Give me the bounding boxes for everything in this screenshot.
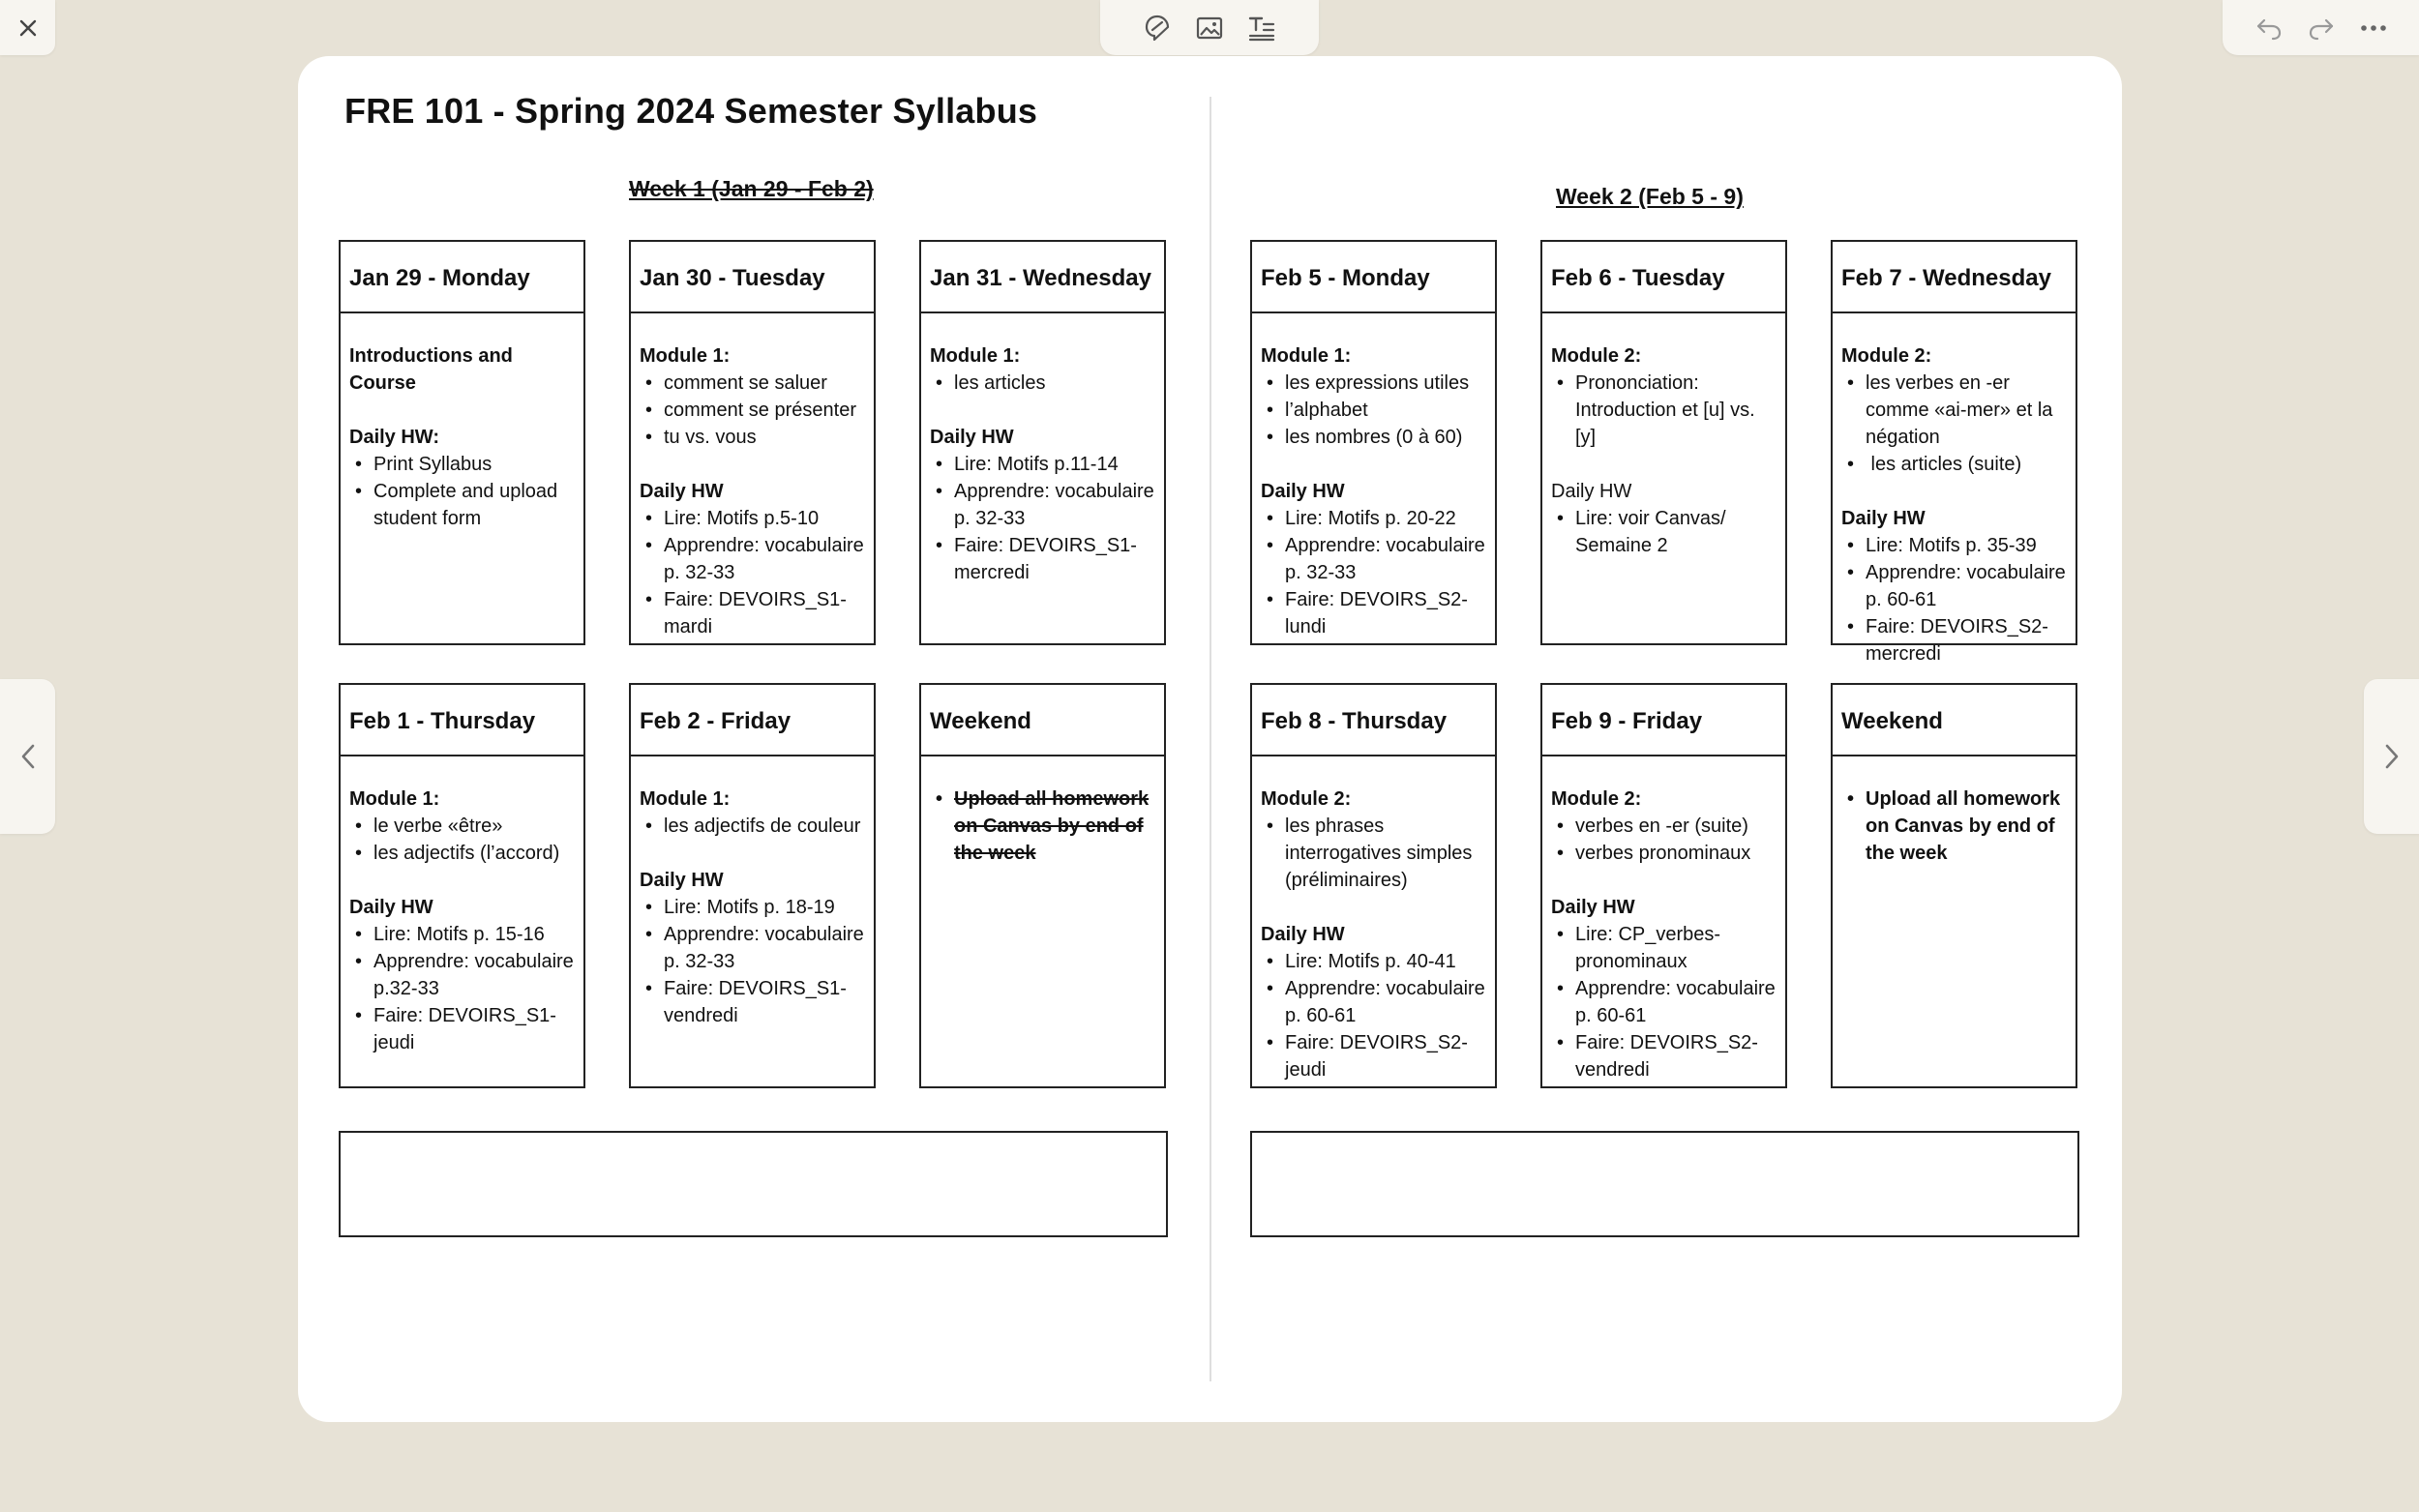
day-title: Feb 7 - Wednesday bbox=[1833, 242, 2076, 313]
list-item: • comment se présenter bbox=[640, 397, 866, 424]
section-title: Introductions and Course bbox=[349, 345, 513, 394]
redo-icon[interactable] bbox=[2307, 15, 2336, 41]
day-title: Feb 1 - Thursday bbox=[341, 685, 583, 756]
module-title: Module 1: bbox=[640, 788, 731, 810]
day-title: Feb 8 - Thursday bbox=[1252, 685, 1495, 756]
list-item: • Prononciation: Introduction et [u] vs. [y] bbox=[1551, 370, 1777, 451]
list-item: • Apprendre: vocabulaire p. 32-33 bbox=[640, 532, 866, 586]
list-item: • verbes pronominaux bbox=[1551, 840, 1777, 867]
list-item: • Apprendre: vocabulaire p. 32-33 bbox=[640, 921, 866, 975]
shape-tool-icon[interactable] bbox=[1142, 13, 1173, 44]
list-item: • Faire: DEVOIRS_S2-jeudi bbox=[1261, 1029, 1487, 1083]
list-item: • Lire: Motifs p. 20-22 bbox=[1261, 505, 1487, 532]
chevron-left-icon[interactable] bbox=[19, 742, 37, 771]
list-item: • Apprendre: vocabulaire p.32-33 bbox=[349, 948, 576, 1002]
list-item: • les phrases interrogatives simples (préliminaires) bbox=[1261, 813, 1487, 894]
history-toolbar bbox=[2223, 0, 2419, 55]
list-item: • Faire: DEVOIRS_S1-jeudi bbox=[349, 1002, 576, 1056]
week2-notes-box[interactable] bbox=[1250, 1131, 2079, 1237]
list-item: • Faire: DEVOIRS_S2-lundi bbox=[1261, 586, 1487, 640]
list-item: • les adjectifs (l’accord) bbox=[349, 840, 576, 867]
day-card-feb-5[interactable] bbox=[1250, 240, 1497, 645]
list-item: • le verbe «être» bbox=[349, 813, 576, 840]
list-item: • Apprendre: vocabulaire p. 60-61 bbox=[1841, 559, 2068, 613]
list-item: • les adjectifs de couleur bbox=[640, 813, 866, 840]
module-title: Module 2: bbox=[1551, 345, 1642, 367]
list-item: • Lire: Motifs p. 40-41 bbox=[1261, 948, 1487, 975]
list-item: • les expressions utiles bbox=[1261, 370, 1487, 397]
close-button[interactable] bbox=[0, 0, 55, 55]
module-title: Module 1: bbox=[1261, 345, 1352, 367]
week1-notes-box[interactable] bbox=[339, 1131, 1168, 1237]
day-title: Feb 2 - Friday bbox=[631, 685, 874, 756]
more-icon[interactable] bbox=[2359, 23, 2388, 33]
image-icon[interactable] bbox=[1194, 13, 1225, 44]
list-item: • Faire: DEVOIRS_S1-vendredi bbox=[640, 975, 866, 1029]
undo-icon[interactable] bbox=[2255, 15, 2284, 41]
homework-title: Daily HW bbox=[640, 870, 724, 891]
module-title: Module 1: bbox=[349, 788, 440, 810]
list-item: • Lire: voir Canvas/ Semaine 2 bbox=[1551, 505, 1777, 559]
list-item: • Apprendre: vocabulaire p. 60-61 bbox=[1551, 975, 1777, 1029]
homework-title: Daily HW bbox=[349, 897, 433, 918]
chevron-right-icon[interactable] bbox=[2383, 742, 2401, 771]
homework-title: Daily HW bbox=[640, 481, 724, 502]
list-item: • Faire: DEVOIRS_S1-mardi bbox=[640, 586, 866, 640]
day-title: Jan 30 - Tuesday bbox=[631, 242, 874, 313]
day-title: Feb 6 - Tuesday bbox=[1542, 242, 1785, 313]
list-item: • Faire: DEVOIRS_S2-mercredi bbox=[1841, 613, 2068, 667]
day-card-weekend-1[interactable] bbox=[919, 683, 1166, 1088]
document-page[interactable] bbox=[298, 56, 2122, 1422]
list-item: • Apprendre: vocabulaire p. 32-33 bbox=[930, 478, 1156, 532]
day-card-jan-31[interactable] bbox=[919, 240, 1166, 645]
list-item: • tu vs. vous bbox=[640, 424, 866, 451]
day-card-feb-2[interactable] bbox=[629, 683, 876, 1088]
homework-title: Daily HW bbox=[1261, 481, 1345, 502]
day-card-feb-7[interactable] bbox=[1831, 240, 2077, 665]
day-card-feb-8[interactable] bbox=[1250, 683, 1497, 1088]
list-item: • les verbes en -er comme «ai-mer» et la négation bbox=[1841, 370, 2068, 451]
list-item: • Apprendre: vocabulaire p. 60-61 bbox=[1261, 975, 1487, 1029]
module-title: Module 1: bbox=[640, 345, 731, 367]
list-item: • l’alphabet bbox=[1261, 397, 1487, 424]
list-item: • Faire: DEVOIRS_S2-vendredi bbox=[1551, 1029, 1777, 1083]
homework-title: Daily HW bbox=[1551, 897, 1635, 918]
module-title: Module 2: bbox=[1261, 788, 1352, 810]
day-title: Feb 5 - Monday bbox=[1252, 242, 1495, 313]
day-title: Jan 31 - Wednesday bbox=[921, 242, 1164, 313]
list-item: • Faire: DEVOIRS_S1-mercredi bbox=[930, 532, 1156, 586]
day-title: Weekend bbox=[921, 685, 1164, 756]
list-item: • Upload all homework on Canvas by end of the week bbox=[930, 786, 1156, 867]
list-item: • Apprendre: vocabulaire p. 32-33 bbox=[1261, 532, 1487, 586]
list-item: • les nombres (0 à 60) bbox=[1261, 424, 1487, 451]
day-card-weekend-2[interactable] bbox=[1831, 683, 2077, 1088]
previous-page-button[interactable] bbox=[0, 679, 55, 834]
list-item: • Lire: CP_verbes-pronominaux bbox=[1551, 921, 1777, 975]
week2-heading: Week 2 (Feb 5 - 9) bbox=[1556, 184, 1744, 209]
homework-title: Daily HW bbox=[1841, 508, 1926, 529]
day-title: Jan 29 - Monday bbox=[341, 242, 583, 313]
day-title: Feb 9 - Friday bbox=[1542, 685, 1785, 756]
homework-title: Daily HW: bbox=[349, 427, 439, 448]
list-item: • Lire: Motifs p. 15-16 bbox=[349, 921, 576, 948]
day-card-feb-9[interactable] bbox=[1540, 683, 1787, 1088]
spread-divider bbox=[1210, 97, 1211, 1381]
list-item: • les articles (suite) bbox=[1841, 451, 2068, 478]
page-title: FRE 101 - Spring 2024 Semester Syllabus bbox=[344, 91, 1038, 131]
list-item: • Lire: Motifs p.11-14 bbox=[930, 451, 1156, 478]
list-item: • Lire: Motifs p. 35-39 bbox=[1841, 532, 2068, 559]
week1-heading: Week 1 (Jan 29 - Feb 2) bbox=[629, 176, 874, 201]
day-card-jan-30[interactable] bbox=[629, 240, 876, 645]
day-card-feb-6[interactable] bbox=[1540, 240, 1787, 645]
list-item: • verbes en -er (suite) bbox=[1551, 813, 1777, 840]
day-card-feb-1[interactable] bbox=[339, 683, 585, 1088]
module-title: Module 1: bbox=[930, 345, 1021, 367]
close-icon[interactable] bbox=[17, 17, 39, 39]
day-title: Weekend bbox=[1833, 685, 2076, 756]
text-format-icon[interactable] bbox=[1246, 13, 1277, 44]
homework-title: Daily HW bbox=[1551, 481, 1632, 502]
module-title: Module 2: bbox=[1841, 345, 1932, 367]
list-item: • les articles bbox=[930, 370, 1156, 397]
list-item: • Lire: Motifs p. 18-19 bbox=[640, 894, 866, 921]
homework-title: Daily HW bbox=[1261, 924, 1345, 945]
module-title: Module 2: bbox=[1551, 788, 1642, 810]
next-page-button[interactable] bbox=[2364, 679, 2419, 834]
list-item: • Lire: Motifs p.5-10 bbox=[640, 505, 866, 532]
list-item: • comment se saluer bbox=[640, 370, 866, 397]
homework-title: Daily HW bbox=[930, 427, 1014, 448]
list-item: • Upload all homework on Canvas by end of the week bbox=[1841, 786, 2068, 867]
list-item: • Print Syllabus bbox=[349, 451, 576, 478]
day-card-jan-29[interactable] bbox=[339, 240, 585, 645]
insert-toolbar bbox=[1100, 0, 1319, 55]
list-item: • Complete and upload student form bbox=[349, 478, 576, 532]
